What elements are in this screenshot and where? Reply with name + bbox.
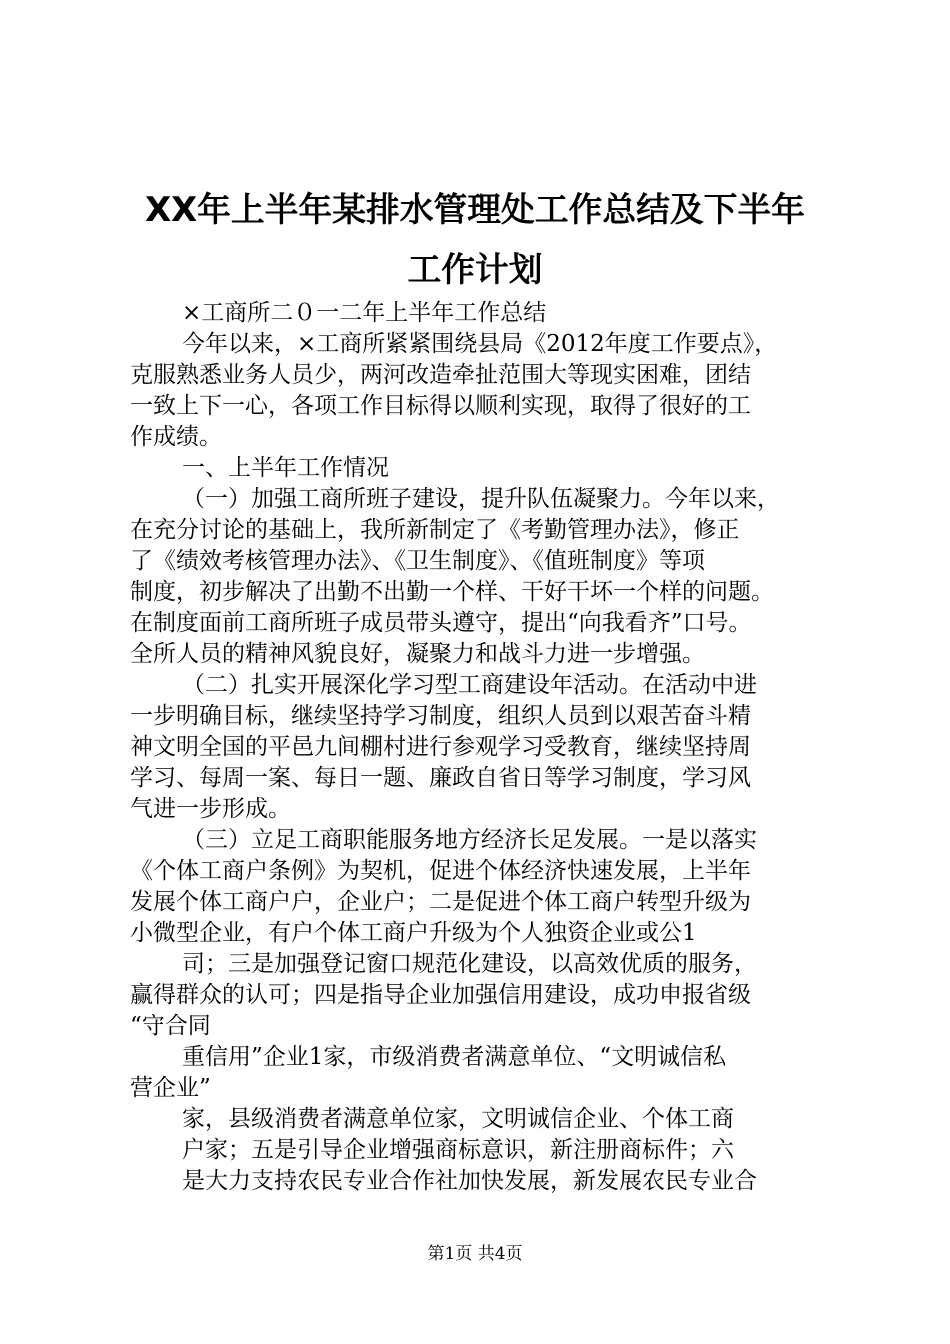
body-line: 学习、每周一案、每日一题、廉政自省日等学习制度，学习风 — [130, 765, 751, 791]
body-line: 小微型企业，有户个体工商户升级为个人独资企业或公1 — [130, 920, 697, 946]
body-line: 司；三是加强登记窗口规范化建设，以高效优质的服务， — [182, 951, 757, 977]
body-line: 了《绩效考核管理办法》、《卫生制度》、《值班制度》等项 — [130, 548, 705, 574]
body-line: 营企业” — [130, 1075, 211, 1101]
body-line: 在制度面前工商所班子成员带头遵守，提出“向我看齐”口号。 — [130, 610, 752, 636]
body-line: 神文明全国的平邑九间棚村进行参观学习受教育，继续坚持周 — [130, 734, 751, 760]
body-line: 今年以来，×工商所紧紧围绕县局《2012年度工作要点》， — [182, 331, 778, 357]
body-line: 全所人员的精神风貌良好，凝聚力和战斗力进一步增强。 — [130, 641, 705, 667]
body-line: 是大力支持农民专业合作社加快发展，新发展农民专业合 — [182, 1168, 757, 1194]
body-line: （三）立足工商职能服务地方经济长足发展。一是以落实 — [182, 827, 757, 853]
body-line: 气进一步形成。 — [130, 796, 291, 822]
body-line: 作成绩。 — [130, 424, 222, 450]
body-line: （二）扎实开展深化学习型工商建设年活动。在活动中进 — [182, 672, 757, 698]
page-number-footer: 第1页 共4页 — [427, 1244, 523, 1264]
document-title-line-1: XX年上半年某排水管理处工作总结及下半年 — [145, 190, 805, 229]
body-line: 《个体工商户条例》为契机，促进个体经济快速发展，上半年 — [130, 858, 751, 884]
body-line: 赢得群众的认可；四是指导企业加强信用建设，成功申报省级 — [130, 982, 751, 1008]
body-line: 重信用”企业1家，市级消费者满意单位、“文明诚信私 — [182, 1044, 727, 1070]
body-line: （一）加强工商所班子建设，提升队伍凝聚力。今年以来， — [182, 486, 780, 512]
body-line: 在充分讨论的基础上，我所新制定了《考勤管理办法》，修正 — [130, 517, 740, 543]
body-line: 克服熟悉业务人员少，两河改造牵扯范围大等现实困难，团结 — [130, 362, 751, 388]
body-line: 户家；五是引导企业增强商标意识，新注册商标件；六 — [182, 1137, 734, 1163]
body-line: “守合同 — [130, 1013, 211, 1039]
body-line: ×工商所二０一二年上半年工作总结 — [182, 300, 547, 326]
body-line: 发展个体工商户户，企业户；二是促进个体工商户转型升级为 — [130, 889, 751, 915]
body-line: 一、上半年工作情况 — [182, 455, 389, 481]
body-line: 一步明确目标，继续坚持学习制度，组织人员到以艰苦奋斗精 — [130, 703, 751, 729]
body-line: 家，县级消费者满意单位家，文明诚信企业、个体工商 — [182, 1106, 734, 1132]
body-line: 一致上下一心，各项工作目标得以顺利实现，取得了很好的工 — [130, 393, 751, 419]
body-line: 制度，初步解决了出勤不出勤一个样、干好干坏一个样的问题。 — [130, 579, 774, 605]
document-title-line-2: 工作计划 — [407, 250, 543, 289]
